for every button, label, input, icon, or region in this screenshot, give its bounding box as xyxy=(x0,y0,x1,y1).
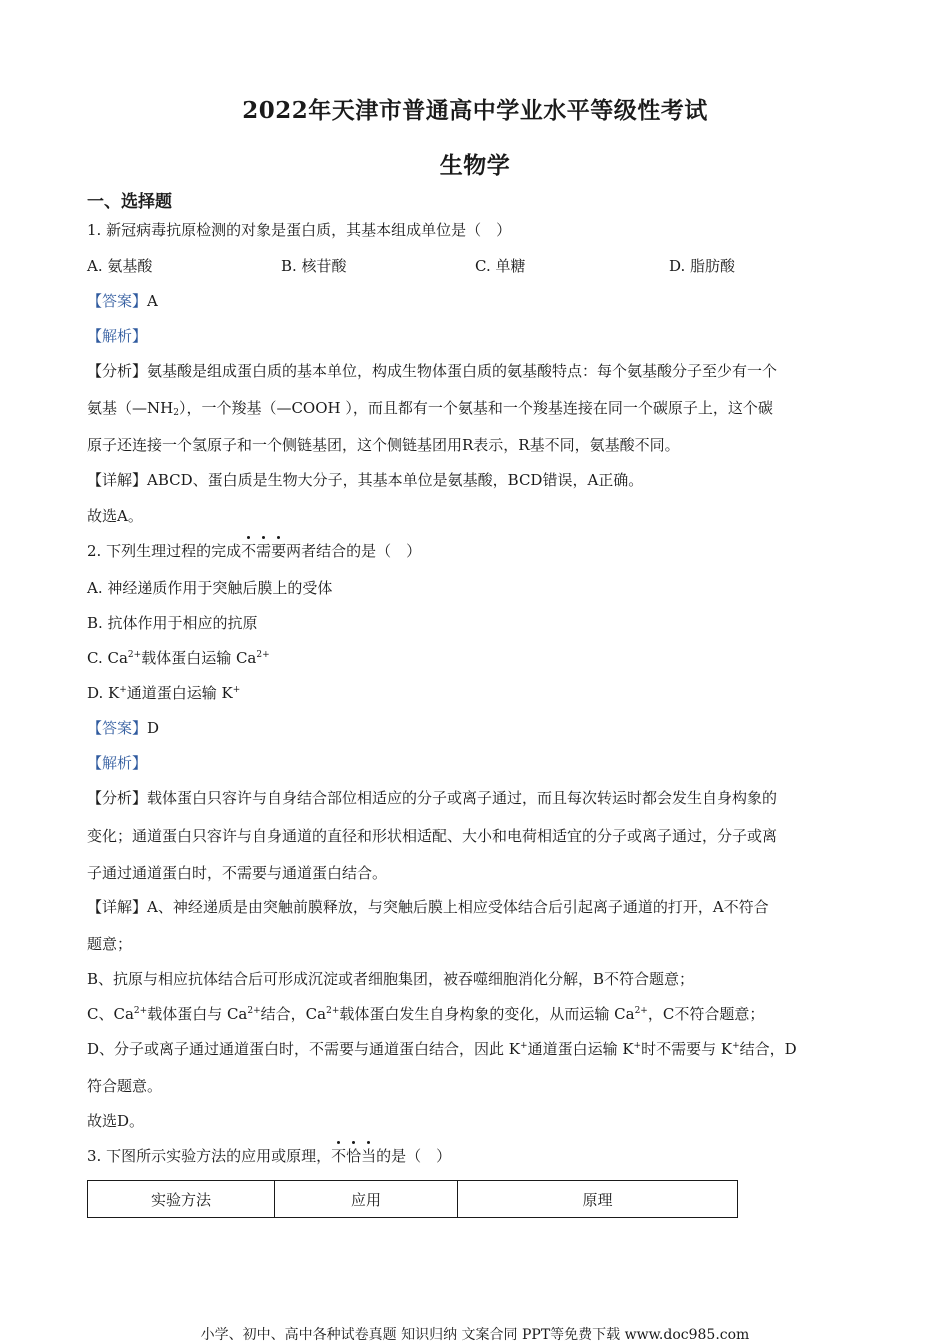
footer-text: 小学、初中、高中各种试卷真题 知识归纳 文案合同 PPT等免费下载 www.doc985.com xyxy=(200,1327,750,1343)
q2-detail-d-2: 通道蛋白运输 K xyxy=(527,1040,634,1058)
q2-emphasis-3: 要 xyxy=(271,542,287,560)
q1-fenxi-text-2a: 氨基（—NH xyxy=(87,399,174,417)
k-charge: + xyxy=(119,685,127,695)
section-heading: 一、选择题 xyxy=(87,192,172,212)
q1-fenxi-line-3: 原子还连接一个氢原子和一个侧链基团，这个侧链基团用R表示，R基不同，氨基酸不同。 xyxy=(87,436,680,454)
q2-conclusion: 故选D。 xyxy=(87,1112,145,1130)
q2-analysis-tag: 【解析】 xyxy=(87,754,148,772)
q2-stem-b: 两者结合的是（ ） xyxy=(286,542,422,560)
q2-detail-c-2: 载体蛋白与 Ca xyxy=(147,1005,248,1023)
q1-detail-tag: 【详解】 xyxy=(87,471,148,489)
q1-option-c: C. 单糖 xyxy=(475,257,526,275)
q3-table xyxy=(87,1180,738,1218)
q1-fenxi-line-1 xyxy=(87,361,777,381)
q2-detail-a-cont: 题意； xyxy=(87,935,133,953)
q2-detail-b: B、抗原与相应抗体结合后可形成沉淀或者细胞集团，被吞噬细胞消化分解，B不符合题意； xyxy=(87,970,695,988)
q3-emphasis-1: 不 xyxy=(331,1147,347,1165)
q1-answer xyxy=(87,291,158,311)
q2-detail-d-cont: 符合题意。 xyxy=(87,1077,163,1095)
q2-option-d-text-2: 通道蛋白运输 K xyxy=(126,684,233,702)
q2-fenxi-line-1 xyxy=(87,788,777,808)
q2-fenxi-text-1: 载体蛋白只容许与自身结合部位相适应的分子或离子通过，而且每次转运时都会发生自身构象的 xyxy=(147,789,778,807)
q2-fenxi-line-3: 子通过通道蛋白时，不需要与通道蛋白结合。 xyxy=(87,864,388,882)
q3-emphasis-2: 恰 xyxy=(346,1147,362,1165)
table-header-row xyxy=(88,1181,738,1218)
q1-analysis-tag: 【解析】 xyxy=(87,327,148,345)
k-charge: + xyxy=(232,685,241,695)
q1-fenxi-text-1: 氨基酸是组成蛋白质的基本单位，构成生物体蛋白质的氨基酸特点：每个氨基酸分子至少有一个 xyxy=(147,362,778,380)
q2-emphasis-2: 需 xyxy=(256,542,272,560)
k-charge: + xyxy=(633,1041,642,1051)
q1-option-d: D. 脂肪酸 xyxy=(669,257,736,275)
ca-charge: 2+ xyxy=(326,1006,340,1016)
q3-stem-b: 的是（ ） xyxy=(376,1147,452,1165)
q1-answer-value: A xyxy=(147,292,158,310)
ca-charge: 2+ xyxy=(133,1006,148,1016)
q2-answer-value: D xyxy=(147,719,160,737)
q2-detail-c-4: 载体蛋白发生自身构象的变化，从而运输 Ca xyxy=(339,1005,635,1023)
ca-charge: 2+ xyxy=(127,650,142,660)
q3-emphasis-3: 当 xyxy=(361,1147,377,1165)
exam-title: 2022年天津市普通高中学业水平等级性考试 xyxy=(242,97,708,124)
q1-nh2-subscript: 2 xyxy=(173,408,179,418)
q1-conclusion: 故选A。 xyxy=(87,507,143,525)
q2-detail-tag: 【详解】 xyxy=(87,898,148,916)
q1-detail-text: ABCD、蛋白质是生物大分子，其基本单位是氨基酸，BCD错误，A正确。 xyxy=(147,471,644,489)
q1-stem: 1. 新冠病毒抗原检测的对象是蛋白质，其基本组成单位是（ ） xyxy=(87,221,512,239)
ca-charge: 2+ xyxy=(634,1006,648,1016)
q2-option-b: B. 抗体作用于相应的抗原 xyxy=(87,614,258,632)
q2-stem xyxy=(87,541,421,561)
q2-detail-c xyxy=(87,1004,764,1024)
q2-option-c-text-1: C. Ca xyxy=(87,649,128,667)
table-header-method: 实验方法 xyxy=(88,1181,275,1218)
q2-emphasis-1: 不 xyxy=(241,542,257,560)
q2-detail-c-3: 结合，Ca xyxy=(260,1005,327,1023)
q2-fenxi-line-2: 变化；通道蛋白只容许与自身通道的直径和形状相适配、大小和电荷相适宜的分子或离子通过，分子或离 xyxy=(87,827,778,845)
ca-charge: 2+ xyxy=(256,650,270,660)
q2-stem-a: 2. 下列生理过程的完成 xyxy=(87,542,242,560)
q1-option-b: B. 核苷酸 xyxy=(281,257,347,275)
q1-answer-tag: 【答案】 xyxy=(87,292,148,310)
q2-detail-a xyxy=(87,897,769,917)
q2-answer xyxy=(87,718,159,738)
q1-option-a: A. 氨基酸 xyxy=(87,257,153,275)
q2-option-d-text-1: D. K xyxy=(87,684,120,702)
q2-option-c-text-2: 载体蛋白运输 Ca xyxy=(141,649,257,667)
k-charge: + xyxy=(732,1041,740,1051)
q1-fenxi-line-2 xyxy=(87,398,773,418)
q1-fenxi-text-2b: ），一个羧基（—COOH ），而且都有一个氨基和一个羧基连接在同一个碳原子上，这个碳 xyxy=(178,399,773,417)
q3-stem xyxy=(87,1146,451,1166)
q2-fenxi-tag: 【分析】 xyxy=(87,789,148,807)
q2-answer-tag: 【答案】 xyxy=(87,719,148,737)
q3-stem-a: 3. 下图所示实验方法的应用或原理， xyxy=(87,1147,332,1165)
table-header-principle: 原理 xyxy=(458,1181,738,1218)
subject-title: 生物学 xyxy=(439,152,511,179)
q2-detail-d-4: 结合，D xyxy=(739,1040,797,1058)
q2-detail-d-1: D、分子或离子通过通道蛋白时，不需要与通道蛋白结合，因此 K xyxy=(87,1040,521,1058)
q2-detail-d-3: 时不需要与 K xyxy=(641,1040,733,1058)
q1-detail xyxy=(87,470,643,490)
q2-option-d xyxy=(87,683,240,703)
q2-detail-c-1: C、Ca xyxy=(87,1005,134,1023)
table-header-application: 应用 xyxy=(275,1181,458,1218)
q2-detail-d xyxy=(87,1039,797,1059)
q2-detail-a-text: A、神经递质是由突触前膜释放，与突触后膜上相应受体结合后引起离子通道的打开，A不符合 xyxy=(147,898,769,916)
q2-option-c xyxy=(87,648,270,668)
ca-charge: 2+ xyxy=(247,1006,261,1016)
k-charge: + xyxy=(520,1041,528,1051)
q1-fenxi-tag: 【分析】 xyxy=(87,362,148,380)
q2-option-a: A. 神经递质作用于突触后膜上的受体 xyxy=(87,579,333,597)
q2-detail-c-5: ，C不符合题意； xyxy=(647,1005,765,1023)
